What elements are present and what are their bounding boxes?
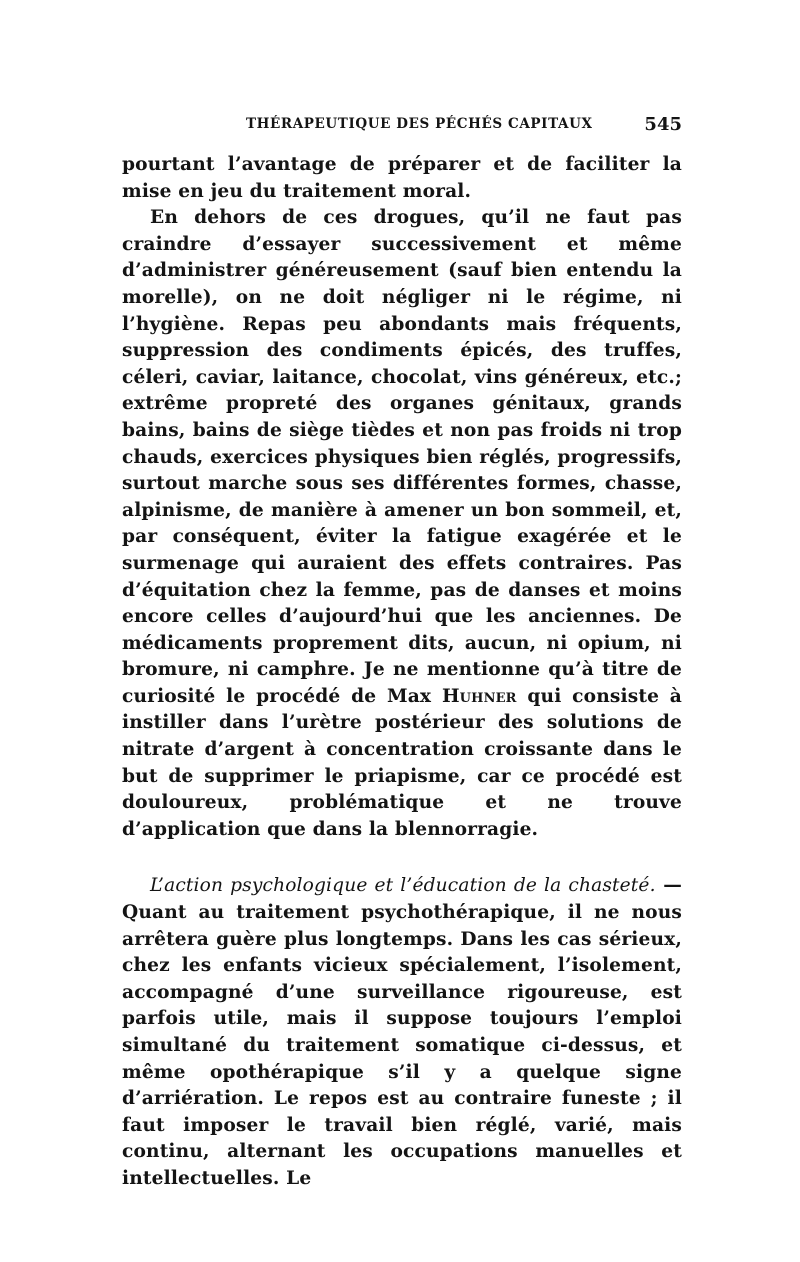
author-name: Huhner <box>441 685 517 707</box>
paragraph-text: qui consiste à instiller dans l’urètre postérieur des solutions de nitrate d’argent à concentration croissante dans le but de supprimer le priapisme, car ce procédé est douloureux, problématique et ne trouve d’application que dans la blennorragie. <box>122 685 683 840</box>
running-header <box>122 116 682 140</box>
page-body <box>122 152 682 1193</box>
section-title: L’action psychologique et l’éducation de la chasteté. <box>150 875 656 897</box>
paragraph-text: pourtant l’avantage de préparer et de faciliter la mise en jeu du traitement moral. <box>122 154 682 202</box>
paragraph-text: En dehors de ces drogues, qu’il ne faut pas craindre d’essayer successivement et même d’administrer généreusement (sauf bien entendu la morelle), on ne doit négliger ni le régime, ni l’hygiène. Repas peu abondants mais fréquents, suppression des condiments épicés, des truffes, céleri, caviar, laitance, chocolat, vins généreux, etc.; extrême propreté des organes génitaux, grands bains, bains de siège tièdes et non pas froids ni trop chauds, exercices physiques bien réglés, progressifs, surtout marche sous ses différentes formes, chasse, alpinisme, de manière à amener un bon sommeil, et, par conséquent, éviter la fatigue exagérée et le surmenage qui auraient des effets contraires. Pas d’équitation chez la femme, pas de danses et moins encore celles d’aujourd’hui que les anciennes. De médicaments proprement dits, aucun, ni opium, ni bromure, ni camphre. Je ne mentionne qu’à titre de curiosité le procédé de Max <box>122 207 682 707</box>
running-title: THÉRAPEUTIQUE DES PÉCHÉS CAPITAUX <box>246 116 593 132</box>
paragraph-regime <box>122 205 682 843</box>
page-number: 545 <box>644 114 682 135</box>
paragraph-continuation <box>122 152 682 205</box>
section-dash: — <box>663 875 683 897</box>
paragraph-psychological-action <box>122 873 682 1192</box>
paragraph-text: Quant au traitement psychothérapique, il ne nous arrêtera guère plus longtemps. Dans les cas sérieux, chez les enfants vicieux spécialement, l’isolement, accompagné d’une surveillance rigoureuse, est parfois utile, mais il suppose toujours l’emploi simultané du traitement somatique ci-dessus, et même opothérapique s’il y a quelque signe d’arriération. Le repos est au contraire funeste ; il faut imposer le travail bien réglé, varié, mais continu, alternant les occupations manuelles et intellectuelles. Le <box>122 902 682 1189</box>
